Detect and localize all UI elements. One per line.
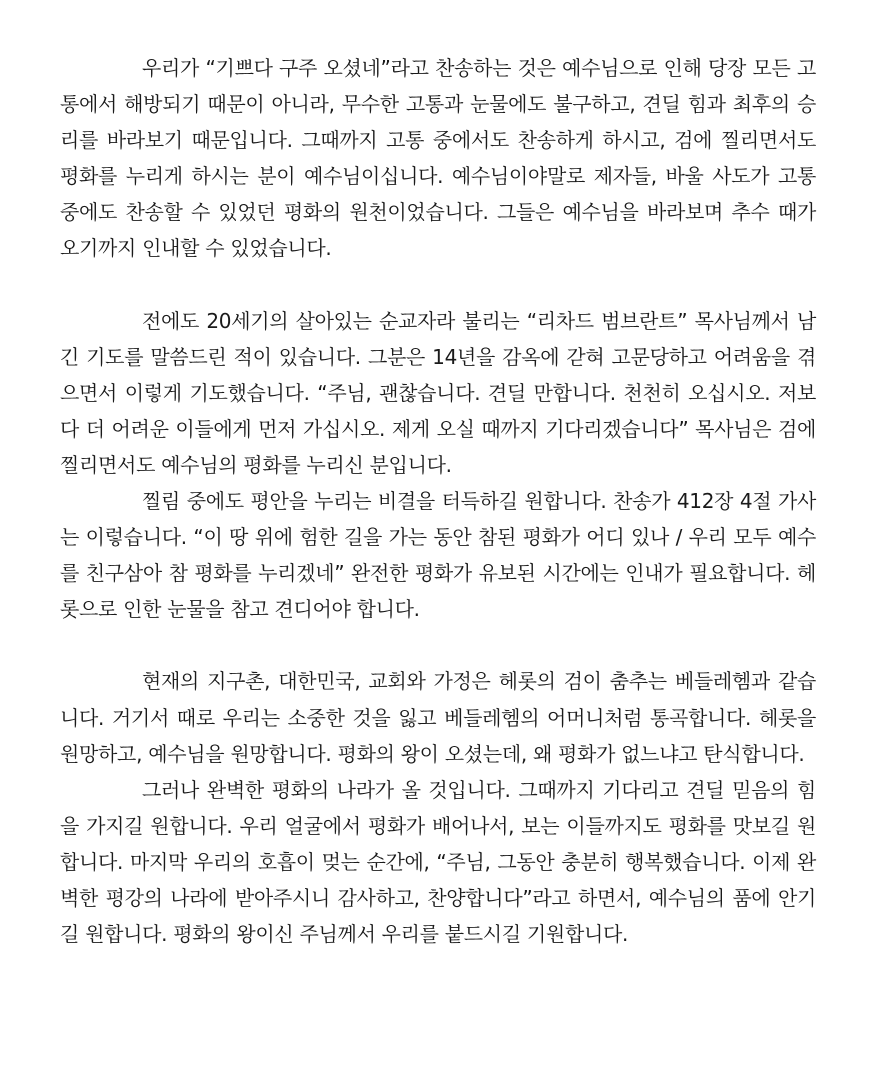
paragraph-3: 찔림 중에도 평안을 누리는 비결을 터득하길 원합니다. 찬송가 412장 4절 가사는 이렇습니다. “이 땅 위에 험한 길을 가는 동안 참된 평화가 어디 있나 / 우리 모두 예수를 친구삼아 참 평화를 누리겠네” 완전한 평화가 유보된 시간에는 인내가 필요합니다. 헤롯으로 인한 눈물을 참고 견디어야 합니다. [60,489,816,622]
paragraph-5: 그러나 완벽한 평화의 나라가 올 것입니다. 그때까지 기다리고 견딜 믿음의 힘을 가지길 원합니다. 우리 얼굴에서 평화가 배어나서, 보는 이들까지도 평화를 맛보길 원합니다. 마지막 우리의 호흡이 멎는 순간에, “주님, 그동안 충분히 행복했습니다. 이제 완벽한 평강의 나라에 받아주시니 감사하고, 찬양합니다”라고 하면서, 예수님의 품에 안기길 원합니다. 평화의 왕이신 주님께서 우리를 붙드시길 기원합니다. [60,777,816,947]
paragraph-4: 현재의 지구촌, 대한민국, 교회와 가정은 헤롯의 검이 춤추는 베들레헴과 같습니다. 거기서 때로 우리는 소중한 것을 잃고 베들레헴의 어머니처럼 통곡합니다. 헤롯을 원망하고, 예수님을 원망합니다. 평화의 왕이 오셨는데, 왜 평화가 없느냐고 탄식합니다. [60,669,816,766]
paragraph-2: 전에도 20세기의 살아있는 순교자라 불리는 “리차드 범브란트” 목사님께서 남긴 기도를 말씀드린 적이 있습니다. 그분은 14년을 감옥에 갇혀 고문당하고 어려움을 겪으면서 이렇게 기도했습니다. “주님, 괜찮습니다. 견딜 만합니다. 천천히 오십시오. 저보다 더 어려운 이들에게 먼저 가십시오. 제게 오실 때까지 기다리겠습니다” 목사님은 검에 찔리면서도 예수님의 평화를 누리신 분입니다. [60,308,816,477]
paragraph-1: 우리가 “기쁘다 구주 오셨네”라고 찬송하는 것은 예수님으로 인해 당장 모든 고통에서 해방되기 때문이 아니라, 무수한 고통과 눈물에도 불구하고, 견딜 힘과 최후의 승리를 바라보기 때문입니다. 그때까지 고통 중에서도 찬송하게 하시고, 검에 찔리면서도 평화를 누리게 하시는 분이 예수님이십니다. 예수님이야말로 제자들, 바울 사도가 고통 중에도 찬송할 수 있었던 평화의 원천이었습니다. 그들은 예수님을 바라보며 추수 때가 오기까지 인내할 수 있었습니다. [60,56,816,261]
document-page [60,50,816,952]
